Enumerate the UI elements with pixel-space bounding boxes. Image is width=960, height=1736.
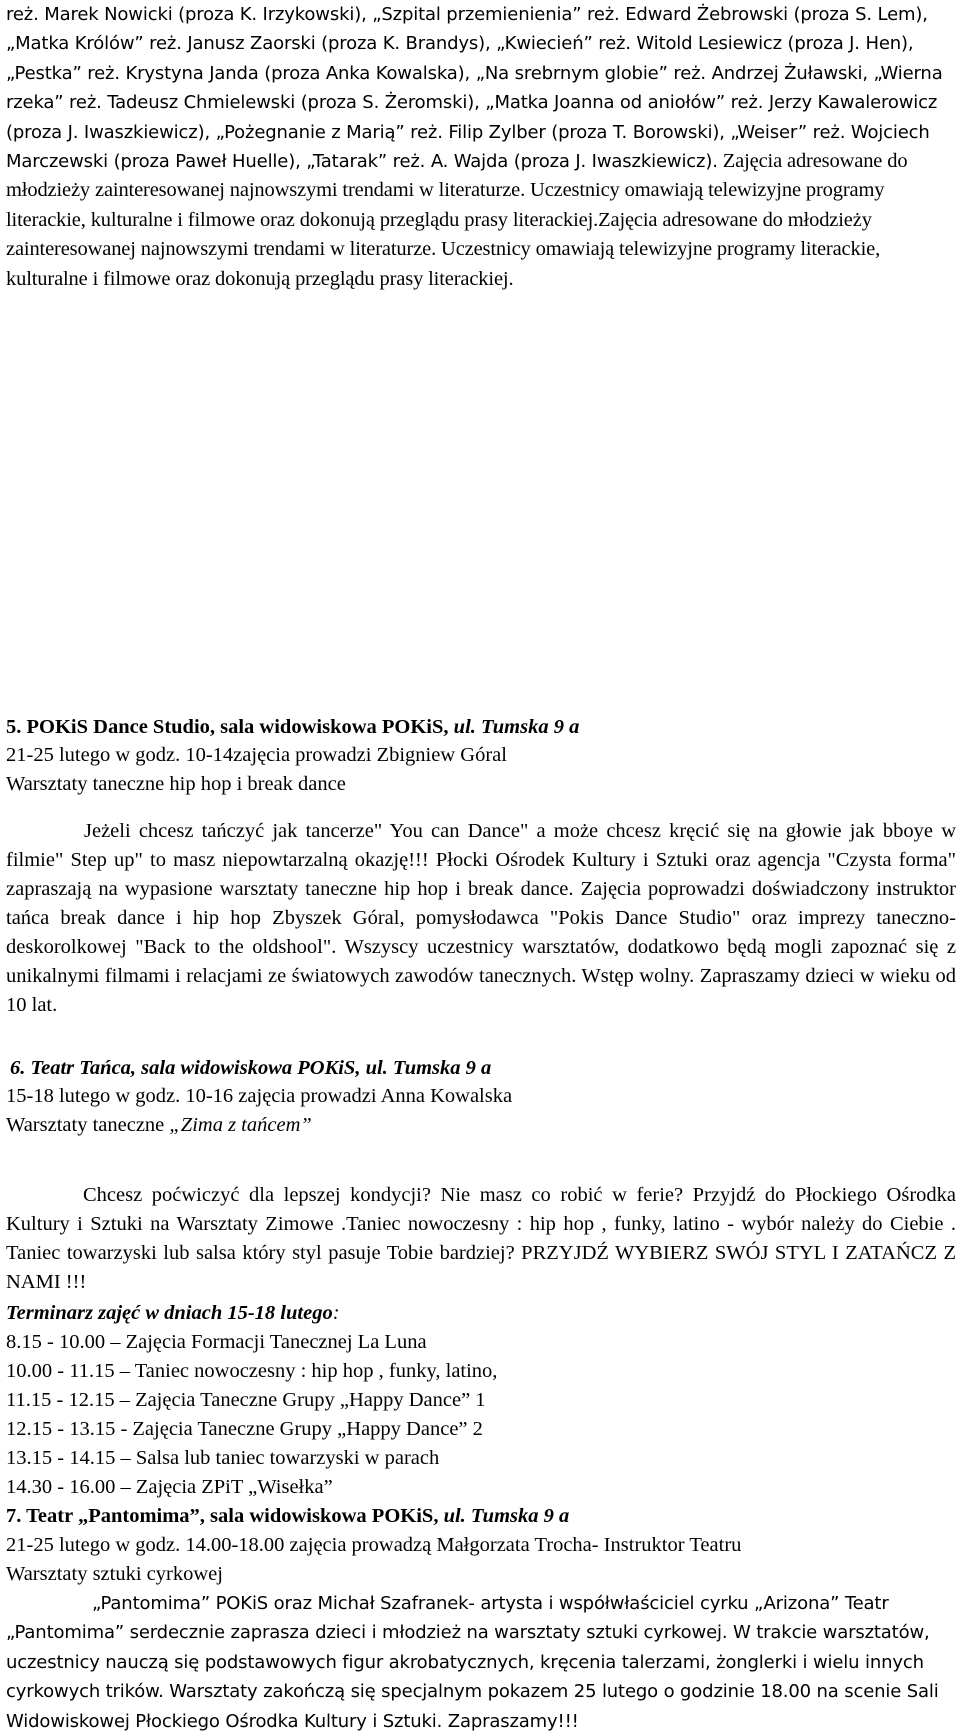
section-6-schedule-title bbox=[6, 1299, 956, 1328]
section-5-heading bbox=[6, 713, 956, 742]
section-7-heading bbox=[6, 1502, 956, 1531]
intro-paragraph bbox=[6, 0, 956, 294]
section-5-body: Jeżeli chcesz tańczyć jak tancerze" You can Dance" a może chcesz kręcić się na głowie jak bboye w filmie" Step up" to masz niepowtarzalną okazję!!! Płocki Ośrodek Kultury i Sztuki oraz agencja "Czysta forma" zapraszają na wypasione warsztaty taneczne hip hop i break dance. Zajęcia poprowadzi doświadczony instruktor tańca break dance i hip hop Zbyszek Góral, pomysłodawca "Pokis Dance Studio" oraz imprezy taneczno-deskorolkowej "Back to the oldshool". Wszyscy uczestnicy warsztatów, dodatkowo będą mogli zapoznać się z unikalnymi filmami i relacjami ze światowych zawodów tanecznych. Wstęp wolny. Zapraszamy dzieci w wieku od 10 lat. bbox=[6, 820, 956, 1016]
schedule-item: 11.15 - 12.15 – Zajęcia Taneczne Grupy „Happy Dance” 1 bbox=[6, 1389, 486, 1411]
section-5-heading-text: 5. POKiS Dance Studio, sala widowiskowa POKiS, bbox=[6, 716, 454, 738]
section-6-date-line: 15-18 lutego w godz. 10-16 zajęcia prowadzi Anna Kowalska bbox=[6, 1085, 513, 1107]
section-5-workshop-title: Warsztaty taneczne hip hop i break dance bbox=[6, 773, 346, 795]
section-6-workshop-prefix: Warsztaty taneczne bbox=[6, 1114, 170, 1136]
schedule-item: 13.15 - 14.15 – Salsa lub taniec towarzyski w parach bbox=[6, 1447, 440, 1469]
schedule-item: 12.15 - 13.15 - Zajęcia Taneczne Grupy „Happy Dance” 2 bbox=[6, 1418, 483, 1440]
section-6-schedule-title-text: Terminarz zajęć w dniach 15-18 lutego bbox=[6, 1302, 333, 1324]
section-5-address: ul. Tumska 9 a bbox=[453, 716, 580, 738]
schedule-item: 8.15 - 10.00 – Zajęcia Formacji Tanecznej La Luna bbox=[6, 1331, 427, 1353]
section-6-workshop-name: „Zima z tańcem” bbox=[169, 1114, 312, 1136]
section-7-workshop-title: Warsztaty sztuki cyrkowej bbox=[6, 1563, 223, 1585]
schedule-item: 10.00 - 11.15 – Taniec nowoczesny : hip hop , funky, latino, bbox=[6, 1360, 498, 1382]
section-7-body: „Pantomima” POKiS oraz Michał Szafranek- artysta i współwłaściciel cyrku „Arizona” Teatr „Pantomima” serdecznie zaprasza dzieci i młodzież na warsztaty sztuki cyrkowej. W trakcie warsztatów, uczestnicy nauczą się podstawowych figur akrobatycznych, kręcenia talerzami, żonglerki i wielu innych cyrkowych trików. Warsztaty zakończą się specjalnym pokazem 25 lutego o godzinie 18.00 na scenie Sali Widowiskowej Płockiego Ośrodka Kultury i Sztuki. Zapraszamy!!! bbox=[6, 1593, 939, 1732]
schedule-item: 14.30 - 16.00 – Zajęcia ZPiT „Wisełka” bbox=[6, 1476, 333, 1498]
film-list-text: reż. Marek Nowicki (proza K. Irzykowski), „Szpital przemienienia” reż. Edward Żebrowski (proza S. Lem), „Matka Królów” reż. Janusz Zaorski (proza K. Brandys), „Kwiecień” reż. Witold Lesiewicz (proza J. Hen), „Pestka” reż. Krystyna Janda (proza Anka Kowalska), „Na srebrnym globie” reż. Andrzej Żuławski, „Wierna rzeka” reż. Tadeusz Chmielewski (proza S. Żeromski), „Matka Joanna od aniołów” reż. Jerzy Kawalerowicz (proza J. Iwaszkiewicz), „Pożegnanie z Marią” reż. Filip Zylber (proza T. Borowski), „Weiser” reż. Wojciech Marczewski (proza Paweł Huelle), „Tatarak” reż. A. Wajda (proza J. Iwaszkiewicz). bbox=[6, 4, 943, 173]
section-6-schedule-colon: : bbox=[332, 1302, 340, 1324]
section-6-heading: 6. Teatr Tańca, sala widowiskowa POKiS, ul. Tumska 9 a bbox=[10, 1057, 492, 1079]
section-7-heading-text: 7. Teatr „Pantomima”, sala widowiskowa POKiS, bbox=[6, 1505, 444, 1527]
section-6-workshop-title bbox=[6, 1111, 956, 1140]
section-7-address: ul. Tumska 9 a bbox=[443, 1505, 570, 1527]
section-6-body: Chcesz poćwiczyć dla lepszej kondycji? Nie masz co robić w ferie? Przyjdź do Płockiego Ośrodka Kultury i Sztuki na Warsztaty Zimowe .Taniec nowoczesny : hip hop , funky, latino - wybór należy do Ciebie . Taniec towarzyski lub salsa który styl pasuje Tobie bardziej? PRZYJDŹ WYBIERZ SWÓJ STYL I ZATAŃCZ Z NAMI !!! bbox=[6, 1184, 956, 1293]
intro-description-text: Zajęcia adresowane do młodzieży zainteresowanej najnowszymi trendami w literaturze. Uczestnicy omawiają telewizyjne programy literackie, kulturalne i filmowe oraz dokonują przeglądu prasy literackiej.Zajęcia adresowane do młodzieży zainteresowanej najnowszymi trendami w literaturze. Uczestnicy omawiają telewizyjne programy literackie, kulturalne i filmowe oraz dokonują przeglądu prasy literackiej. bbox=[6, 150, 908, 290]
section-5-date-line: 21-25 lutego w godz. 10-14zajęcia prowadzi Zbigniew Góral bbox=[6, 744, 507, 766]
section-7-date-line: 21-25 lutego w godz. 14.00-18.00 zajęcia prowadzą Małgorzata Trocha- Instruktor Teatru bbox=[6, 1534, 742, 1556]
